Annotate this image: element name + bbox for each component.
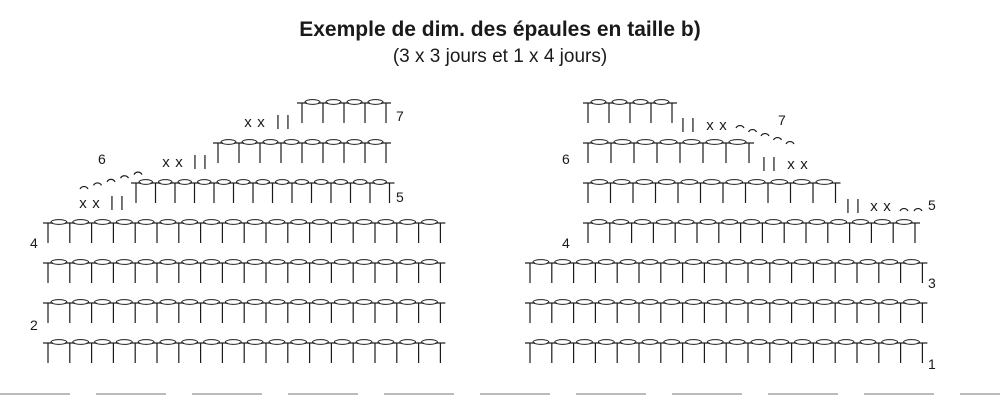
chain-loop [378,340,394,345]
stitch-row [525,260,927,283]
chain-loop [204,220,220,225]
chain-loop [51,340,67,345]
chain-loop [315,180,329,185]
chain-loop [860,340,876,345]
row-label-5: 5 [396,189,404,205]
chain-loop [664,260,680,265]
chain-loop [533,260,549,265]
single-crochet: x [92,195,100,212]
row-label-7: 7 [778,112,786,128]
half-treble: | [120,194,124,211]
chain-loop [707,260,723,265]
stitch-row [583,220,920,243]
chain-loop [765,220,781,225]
chain-stitch [80,187,88,189]
chain-loop [577,300,593,305]
chain-loop [874,220,890,225]
single-crochet: x [79,195,87,212]
chain-loop [533,340,549,345]
chain-loop [291,340,307,345]
chain-loop [326,140,341,145]
chain-loop [614,140,631,145]
chain-stitch [94,183,102,185]
half-treble: | [203,153,207,170]
chain-loop [95,260,111,265]
chain-loop [51,260,67,265]
half-treble: | [276,113,280,130]
chain-loop [269,260,285,265]
chain-loop [598,300,614,305]
chain-loop [378,260,394,265]
stitch-row [43,300,445,323]
chain-loop [159,180,173,185]
chain-loop [660,140,677,145]
single-crochet: x [257,114,265,131]
chain-loop [729,340,745,345]
chain-loop [225,340,241,345]
half-treble: | [681,116,685,133]
stitch-row [131,180,395,203]
chain-loop [269,340,285,345]
chain-loop [291,300,307,305]
chain-loop [138,340,154,345]
chain-loop [422,220,438,225]
chain-loop [356,260,372,265]
chain-loop [591,100,606,105]
chain-loop [729,140,746,145]
chain-loop [598,260,614,265]
chain-loop [422,260,438,265]
diagram-subtitle: (3 x 3 jours et 1 x 4 jours) [392,46,608,67]
half-treble: | [193,153,197,170]
row-label-5: 5 [928,197,936,213]
chain-loop [138,220,154,225]
chain-loop [139,180,153,185]
chain-loop [400,300,416,305]
chain-loop [749,180,766,185]
chain-stitch [134,172,142,174]
chain-loop [613,220,629,225]
half-treble: | [691,116,695,133]
row-label-6: 6 [562,151,570,167]
chain-loop [704,180,721,185]
row-label-6: 6 [98,151,106,167]
stitch-row [297,100,391,123]
chain-loop [204,260,220,265]
chain-loop [95,300,111,305]
row-label-1: 1 [928,356,936,372]
chain-loop [904,340,920,345]
chain-loop [116,340,132,345]
chain-loop [751,260,767,265]
chain-loop [838,260,854,265]
stitch-row [213,140,391,163]
chain-stitch [786,142,794,144]
chain-loop [809,220,825,225]
single-crochet: x [162,154,170,171]
chain-loop [686,340,702,345]
single-crochet: x [719,117,727,134]
chain-loop [637,140,654,145]
chain-loop [620,340,636,345]
chain-loop [182,300,198,305]
chain-loop [795,300,811,305]
chain-loop [860,260,876,265]
chain-loop [707,300,723,305]
chain-stitch [107,179,115,181]
chain-loop [334,260,350,265]
chain-loop [182,340,198,345]
chain-loop [664,340,680,345]
half-treble: | [856,197,860,214]
chain-loop [313,220,329,225]
chain-loop [400,220,416,225]
chain-loop [334,300,350,305]
stitch-row [43,260,445,283]
chain-loop [378,300,394,305]
single-crochet: x [800,156,808,173]
chain-loop [795,260,811,265]
chain-loop [178,180,192,185]
chain-loop [636,180,653,185]
chain-loop [860,300,876,305]
stitch-row [43,340,445,363]
chain-loop [686,260,702,265]
row-label-2: 2 [30,317,38,333]
chain-loop [700,220,716,225]
half-treble: | [772,155,776,172]
stitch-row [43,220,445,243]
chain-loop [577,260,593,265]
chain-loop [882,260,898,265]
chain-loop [138,300,154,305]
chain-loop [795,340,811,345]
chain-loop [620,260,636,265]
page-divider [0,393,1000,395]
chain-loop [334,220,350,225]
chain-loop [794,180,811,185]
chain-loop [577,340,593,345]
chain-loop [686,300,702,305]
chain-loop [773,300,789,305]
chain-loop [400,340,416,345]
chain-loop [256,180,270,185]
chain-loop [422,340,438,345]
chain-loop [242,140,257,145]
chain-loop [598,340,614,345]
chain-loop [635,220,651,225]
chain-loop [291,220,307,225]
chain-loop [313,300,329,305]
chain-loop [295,180,309,185]
half-treble: | [286,113,290,130]
chain-loop [787,220,803,225]
chain-loop [904,300,920,305]
chain-loop [664,300,680,305]
chain-loop [368,100,383,105]
chain-loop [116,300,132,305]
chain-loop [182,220,198,225]
chain-loop [771,180,788,185]
chain-loop [51,220,67,225]
chain-loop [138,260,154,265]
chain-stitch [774,138,782,140]
row-label-4: 4 [30,235,38,251]
chain-loop [633,100,648,105]
single-crochet: x [870,198,878,215]
chain-loop [217,180,231,185]
chain-loop [853,220,869,225]
chain-loop [356,340,372,345]
chain-loop [73,220,89,225]
single-crochet: x [175,154,183,171]
row-label-3: 3 [928,275,936,291]
chain-loop [269,300,285,305]
chain-loop [591,220,607,225]
chain-stitch [736,126,744,128]
chain-loop [73,300,89,305]
chain-loop [368,140,383,145]
chain-loop [313,340,329,345]
chain-loop [656,220,672,225]
chain-loop [816,260,832,265]
chain-loop [642,300,658,305]
chain-loop [555,340,571,345]
chain-loop [591,140,608,145]
chain-loop [263,140,278,145]
chain-loop [882,300,898,305]
chain-loop [422,300,438,305]
chain-loop [707,340,723,345]
chain-loop [225,300,241,305]
chain-loop [160,300,176,305]
chain-loop [284,140,299,145]
chain-stitch [749,130,757,132]
half-treble: | [846,197,850,214]
chain-loop [591,180,608,185]
stitch-row [583,180,841,203]
chain-loop [305,140,320,145]
half-treble: | [110,194,114,211]
chain-loop [659,180,676,185]
chain-loop [533,300,549,305]
chain-loop [681,180,698,185]
chain-loop [51,300,67,305]
chain-loop [356,220,372,225]
chain-loop [904,260,920,265]
chain-loop [614,180,631,185]
chain-loop [269,220,285,225]
chain-loop [225,260,241,265]
chain-loop [347,140,362,145]
chain-loop [642,260,658,265]
chain-loop [347,100,362,105]
chain-loop [729,300,745,305]
single-crochet: x [787,156,795,173]
stitch-row [583,140,754,163]
chain-loop [116,260,132,265]
chain-loop [773,340,789,345]
chain-loop [276,180,290,185]
chain-loop [838,300,854,305]
chain-loop [751,340,767,345]
chain-loop [160,340,176,345]
row-label-4: 4 [562,235,570,251]
chain-loop [116,220,132,225]
chain-loop [816,340,832,345]
single-crochet: x [883,198,891,215]
chain-loop [555,300,571,305]
chain-loop [204,300,220,305]
chain-loop [620,300,636,305]
row-label-7: 7 [396,108,404,124]
chain-loop [247,300,263,305]
chain-loop [831,220,847,225]
chain-stitch [761,134,769,136]
chain-loop [95,340,111,345]
chain-loop [237,180,251,185]
chain-loop [73,340,89,345]
chain-loop [706,140,723,145]
chain-loop [160,260,176,265]
chain-loop [726,180,743,185]
chain-stitch [121,176,129,178]
chain-loop [751,300,767,305]
stitch-row [525,340,927,363]
chain-loop [373,180,387,185]
chain-loop [816,180,833,185]
chain-loop [722,220,738,225]
chain-loop [683,140,700,145]
chain-loop [882,340,898,345]
chain-loop [744,220,760,225]
chain-loop [225,220,241,225]
chain-loop [378,220,394,225]
chain-loop [838,340,854,345]
chain-loop [612,100,627,105]
chain-stitch [900,209,908,211]
chain-loop [356,300,372,305]
chain-loop [305,100,320,105]
chain-loop [326,100,341,105]
chain-loop [896,220,912,225]
chain-loop [221,140,236,145]
chain-loop [642,340,658,345]
chain-loop [334,340,350,345]
chain-loop [160,220,176,225]
chain-loop [198,180,212,185]
chain-loop [773,260,789,265]
single-crochet: x [706,117,714,134]
chain-loop [291,260,307,265]
chain-loop [204,340,220,345]
chain-loop [313,260,329,265]
chain-loop [182,260,198,265]
chain-loop [678,220,694,225]
chain-stitch [914,209,922,211]
diagram-title: Exemple de dim. des épaules en taille b) [299,18,701,41]
chain-loop [354,180,368,185]
chain-loop [334,180,348,185]
stitch-row [583,100,677,123]
chain-loop [729,260,745,265]
chain-loop [555,260,571,265]
chain-loop [400,260,416,265]
stitch-row [525,300,927,323]
chain-loop [654,100,669,105]
chain-loop [95,220,111,225]
chain-loop [247,220,263,225]
chain-loop [247,340,263,345]
single-crochet: x [244,114,252,131]
chain-loop [73,260,89,265]
half-treble: | [762,155,766,172]
chain-loop [816,300,832,305]
chain-loop [247,260,263,265]
